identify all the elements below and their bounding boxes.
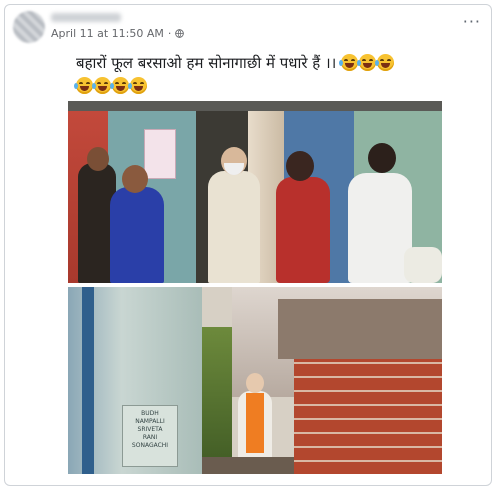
roof-beam [68,101,442,111]
sign-line-5: SONAGACHI [131,442,169,449]
avatar[interactable] [13,11,45,43]
emoji-group-line2 [76,77,148,95]
laughing-emoji-icon [112,77,129,94]
author-name-blurred[interactable] [51,13,121,22]
alley-ground [202,457,294,474]
woman-white-head [368,143,396,173]
sign-line-3: SRIVETA [137,426,163,433]
laughing-emoji-icon [359,54,376,71]
post-timestamp[interactable]: April 11 at 11:50 AM [51,27,164,40]
poster [144,129,176,179]
woman-red-skirt [276,177,330,283]
post-photo-bottom[interactable] [68,287,442,474]
brick-wall [294,359,442,474]
laughing-emoji-icon [377,54,394,71]
separator-dot: · [167,27,172,40]
laughing-emoji-icon [76,77,93,94]
more-options-icon[interactable]: ··· [462,12,481,31]
orange-scarf [246,393,264,453]
caption-text: बहारों फूल बरसाओ हम सोनागाछी में पधारे हैं ।। [76,54,337,72]
globe-icon[interactable] [175,29,184,38]
man-white-kurta [208,171,260,283]
balcony-shade [278,299,442,359]
post-caption [76,52,436,98]
laughing-emoji-icon [341,54,358,71]
woman-blue-saree [110,187,164,283]
blue-pipe [82,287,94,474]
woman-blue-saree-head [122,165,148,193]
man-head-bottom [246,373,264,393]
plants [202,327,232,474]
sign-line-4: RANI [142,434,158,441]
woman-white-outfit [348,173,412,283]
laughing-emoji-icon [94,77,111,94]
sign-line-2: NAMPALLI [135,418,165,425]
woman-red-head [286,151,314,181]
woman-black-saree-head [87,147,109,171]
sign-line-1: BUDH [141,410,159,417]
alley-sign [122,405,178,467]
laughing-emoji-icon [130,77,147,94]
post-meta [51,27,184,40]
post-photo-top[interactable] [68,101,442,283]
emoji-group-line1 [341,54,395,72]
white-bag [404,247,442,283]
